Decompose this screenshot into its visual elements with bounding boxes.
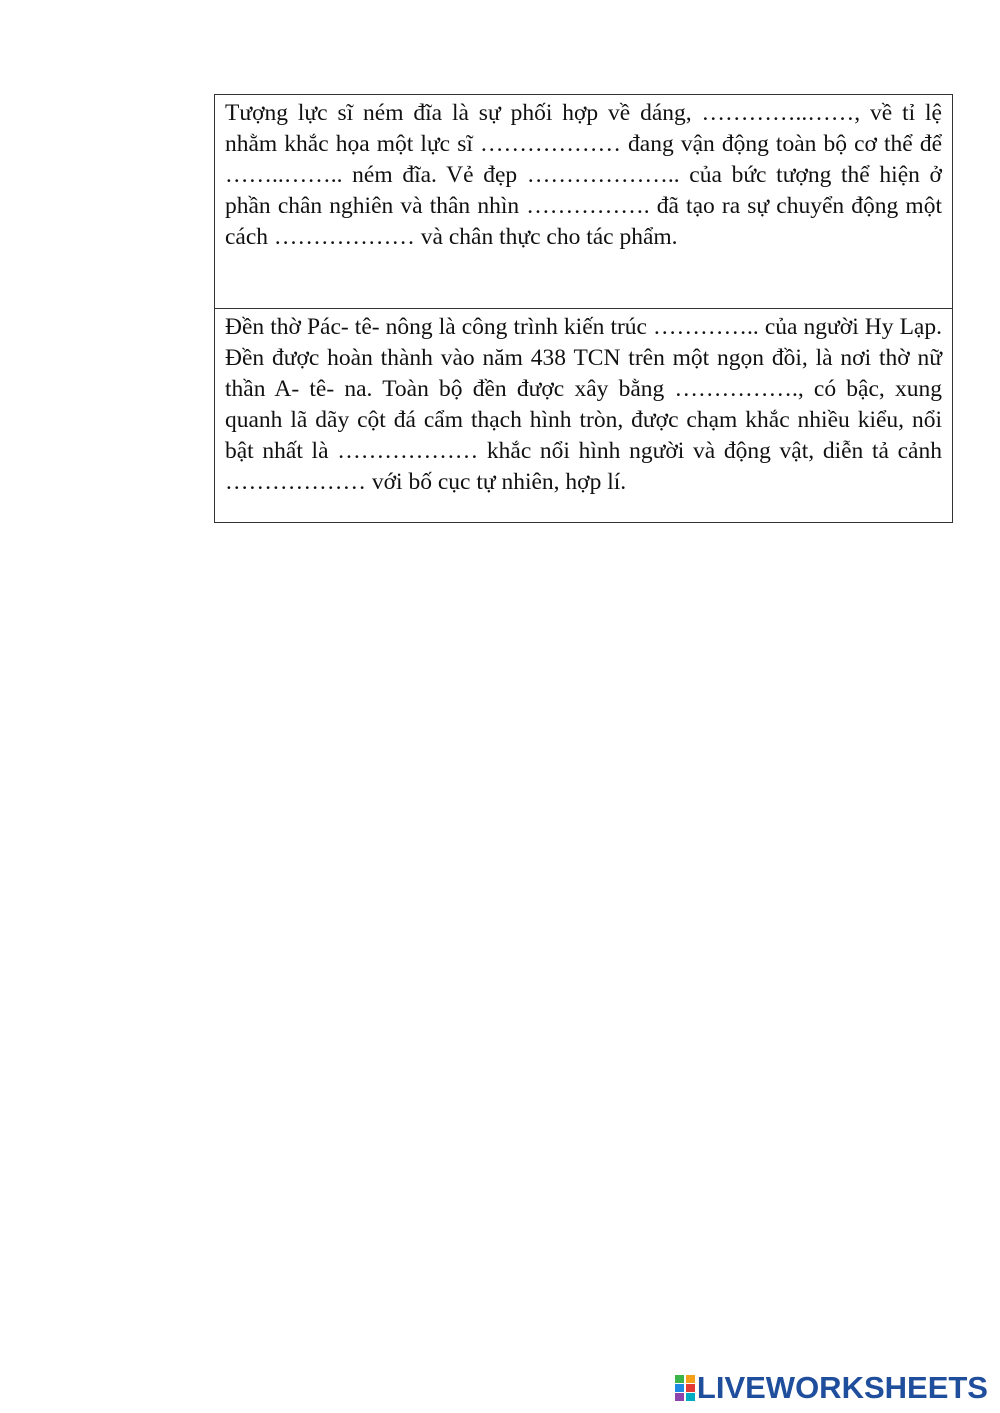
paragraph-parthenon-temple: Đền thờ Pác- tê- nông là công trình kiến trúc ………….. của người Hy Lạp. Đền được hoàn thành vào năm 438 TCN trên một ngọn đồi, là nơi thờ nữ thần A- tê- na. Toàn bộ đền được xây bằng ……………., có bậc, xung quanh lã dãy cột đá cẩm thạch hình tròn, được chạm khắc nhiều kiểu, nổi bật nhất là ……………… khắc nổi hình người và động vật, diễn tả cảnh ……………… với bố cục tự nhiên, hợp lí. [215,309,953,523]
worksheet-table [214,94,953,523]
paragraph-statue-discus-thrower: Tượng lực sĩ ném đĩa là sự phối hợp về dáng, …………..……, về tỉ lệ nhằm khắc họa một lực sĩ ……………… đang vận động toàn bộ cơ thể để ……..…….. ném đĩa. Vẻ đẹp ……………….. của bức tượng thể hiện ở phần chân nghiên và thân nhìn ……………. đã tạo ra sự chuyển động một cách ……………… và chân thực cho tác phẩm. [215,95,953,309]
liveworksheets-logo-icon [675,1375,695,1401]
table-row [215,309,953,523]
brand-text: LIVEWORKSHEETS [696,1370,988,1405]
table-row [215,95,953,309]
liveworksheets-brand [675,1368,988,1408]
